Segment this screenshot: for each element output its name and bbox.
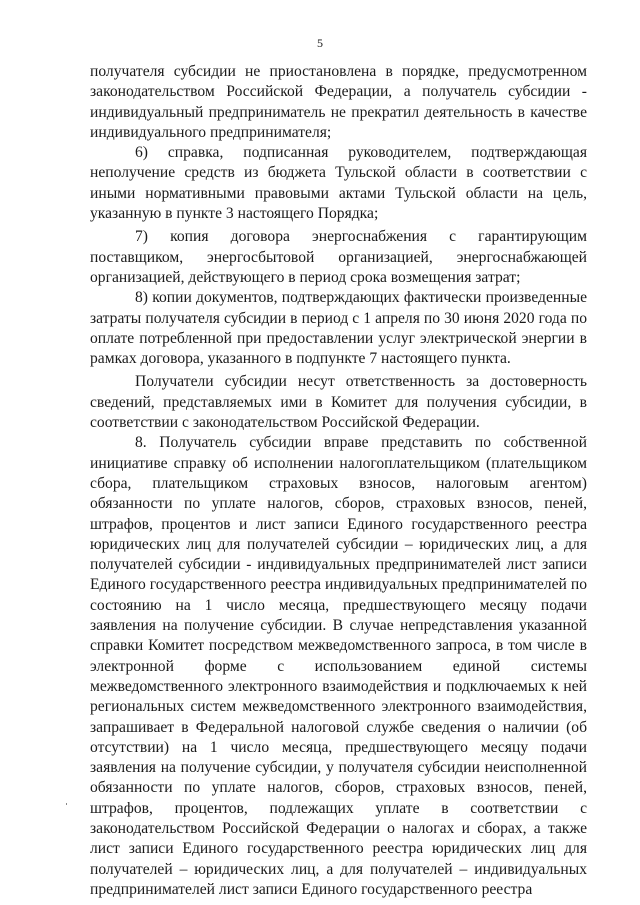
paragraph-section-8: 8. Получатель субсидии вправе представить по собственной инициативе справку об исполнении налогоплательщиком (плательщиком сбора, плательщиком страховых взносов, налоговым агентом) обязанности по уплате налогов, сборов, страховых взносов, пеней, штрафов, процентов и лист записи Единого государственного реестра юридических лиц для получателей субсидии – юридических лиц, а для получателей субсидии - индивидуальных предпринимателей лист записи Единого государственного реестра индивидуальных предпринимателей по состоянию на 1 число месяца, предшествующего месяцу подачи заявления на получение субсидии. В случае непредставления указанной справки Комитет посредством межведомственного запроса, в том числе в электронной форме с использованием единой системы межведомственного электронного взаимодействия и подключаемых к ней региональных систем межведомственного электронного взаимодействия, запрашивает в Федеральной налоговой службе сведения о наличии (об отсутствии) на 1 число месяца, предшествующего месяцу подачи заявления на получение субсидии, у получателя субсидии неисполненной обязанности по уплате налогов, сборов, страховых взносов, пеней, штрафов, процентов, подлежащих уплате в соответствии с законодательством Российской Федерации о налогах и сборах, а также лист записи Единого государственного реестра юридических лиц для получателей – юридических лиц, а для получателей – индивидуальных предпринимателей лист записи Единого государственного реестра <box>90 434 587 898</box>
paragraph-responsibility: Получатели субсидии несут ответственность за достоверность сведений, представляемых ими в Комитет для получения субсидии, в соответствии с законодательством Российской Федерации. <box>90 373 587 432</box>
paragraph-item-7: 7) копия договора энергоснабжения с гарантирующим поставщиком, энергосбытовой организацией, энергоснабжающей организацией, действующего в период срока возмещения затрат; <box>90 228 587 286</box>
paragraph-item-6: 6) справка, подписанная руководителем, подтверждающая неполучение средств из бюджета Тульской области в соответствии с иными нормативными правовыми актами Тульской области на цель, указанную в пункте 3 настоящего Порядка; <box>90 144 587 223</box>
paragraph-continuation: получателя субсидии не приостановлена в порядке, предусмотренном законодательством Российской Федерации, а получатель субсидии - индивидуальный предприниматель не прекратил деятельность в качестве индивидуального предпринимателя; <box>90 63 587 141</box>
page-number: 5 <box>317 36 323 50</box>
margin-mark <box>66 803 67 805</box>
document-body <box>90 62 587 900</box>
paragraph-item-8: 8) копии документов, подтверждающих фактически произведенные затраты получателя субсидии в период с 1 апреля по 30 июня 2020 года по оплате потребленной при предоставлении услуг электрической энергии в рамках договора, указанного в подпункте 7 настоящего пункта. <box>90 289 587 368</box>
